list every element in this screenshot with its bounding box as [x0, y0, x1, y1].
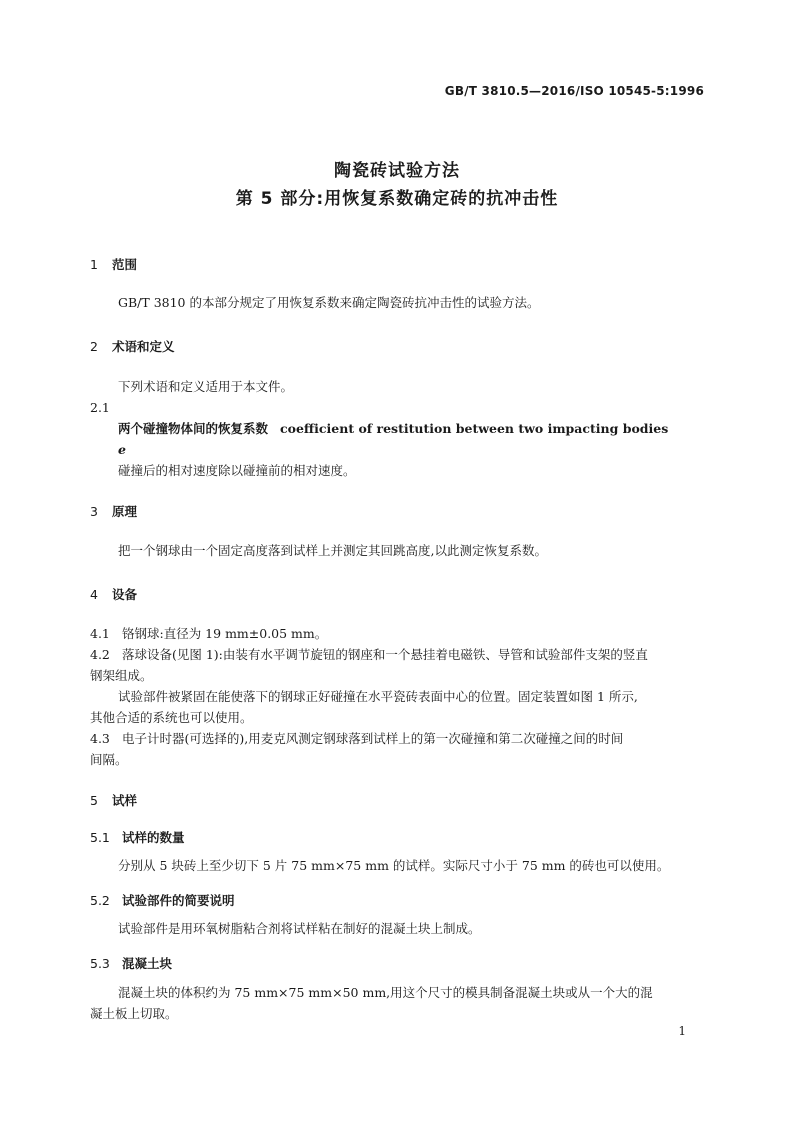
subsection-title: 试验部件的简要说明 [122, 893, 235, 908]
section-number: 2 [90, 339, 98, 354]
section-5-heading [90, 791, 137, 809]
subsection-title: 混凝土块 [122, 956, 173, 971]
item-number: 4.2 [90, 647, 110, 662]
term-symbol: e [118, 442, 126, 457]
item-number: 4.3 [90, 731, 110, 746]
section-1-heading [90, 255, 137, 273]
document-subtitle: 第 5 部分:用恢复系数确定砖的抗冲击性 [235, 189, 559, 209]
subsection-number: 5.1 [90, 830, 110, 845]
term-definition: 碰撞后的相对速度除以碰撞前的相对速度。 [118, 463, 356, 478]
subsection-5-2-heading [90, 891, 235, 909]
paragraph-cont: 其他合适的系统也可以使用。 [90, 710, 253, 725]
subsection-5-3-heading [90, 954, 172, 972]
paragraph: 试验部件是用环氧树脂粘合剂将试样粘在制好的混凝土块上制成。 [118, 921, 481, 936]
section-number: 5 [90, 793, 98, 808]
section-title: 设备 [112, 587, 138, 602]
paragraph: 分别从 5 块砖上至少切下 5 片 75 mm×75 mm 的试样。实际尺寸小于 75 mm 的砖也可以使用。 [118, 858, 670, 873]
term-number: 2.1 [90, 400, 110, 415]
subsection-5-1-heading [90, 828, 185, 846]
section-number: 1 [90, 257, 98, 272]
section-title: 试样 [112, 793, 138, 808]
document-title: 陶瓷砖试验方法 [334, 161, 460, 181]
section-2-heading [90, 337, 175, 355]
page-number: 1 [678, 1024, 686, 1038]
term-entry [118, 418, 668, 439]
paragraph: 试验部件被紧固在能使落下的钢球正好碰撞在水平瓷砖表面中心的位置。固定装置如图 1 所示, [118, 689, 638, 704]
subsection-title: 试样的数量 [122, 830, 185, 845]
term-english: coefficient of restitution between two impacting bodies [280, 421, 669, 436]
item-4-3 [90, 728, 706, 749]
standard-code: GB/T 3810.5—2016/ISO 10545-5:1996 [444, 84, 704, 98]
section-3-heading [90, 502, 137, 520]
item-4-2 [90, 644, 706, 665]
item-text: 电子计时器(可选择的),用麦克风测定钢球落到试样上的第一次碰撞和第二次碰撞之间的时间 [122, 731, 624, 746]
subsection-number: 5.3 [90, 956, 110, 971]
section-4-heading [90, 585, 137, 603]
paragraph: 下列术语和定义适用于本文件。 [118, 379, 294, 394]
paragraph: GB/T 3810 的本部分规定了用恢复系数来确定陶瓷砖抗冲击性的试验方法。 [118, 295, 540, 310]
item-4-1 [90, 623, 706, 644]
item-text: 铬钢球:直径为 19 mm±0.05 mm。 [122, 626, 328, 641]
subsection-number: 5.2 [90, 893, 110, 908]
item-number: 4.1 [90, 626, 110, 641]
term-chinese: 两个碰撞物体间的恢复系数 [118, 421, 269, 436]
item-4-2-cont: 钢架组成。 [90, 668, 153, 683]
item-4-3-cont: 间隔。 [90, 752, 128, 767]
paragraph: 混凝土块的体积约为 75 mm×75 mm×50 mm,用这个尺寸的模具制备混凝土块或从一个大的混 [118, 985, 653, 1000]
paragraph-cont: 凝土板上切取。 [90, 1006, 178, 1021]
section-number: 3 [90, 504, 98, 519]
item-text: 落球设备(见图 1):由装有水平调节旋钮的钢座和一个悬挂着电磁铁、导管和试验部件支架的竖直 [122, 647, 648, 662]
section-title: 原理 [112, 504, 138, 519]
paragraph: 把一个钢球由一个固定高度落到试样上并测定其回跳高度,以此测定恢复系数。 [118, 543, 547, 558]
section-title: 范围 [112, 257, 138, 272]
section-number: 4 [90, 587, 98, 602]
section-title: 术语和定义 [112, 339, 175, 354]
